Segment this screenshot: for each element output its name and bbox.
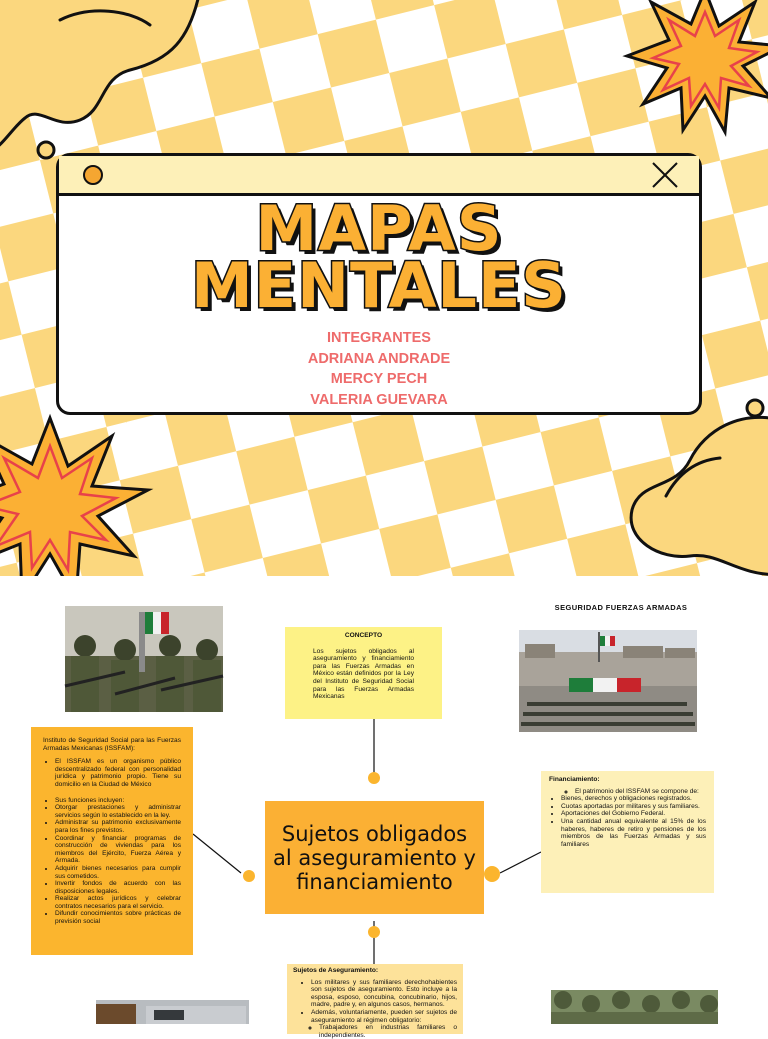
financiamiento-heading: Financiamiento: (549, 776, 600, 783)
page-title-line1: MAPAS (255, 192, 503, 265)
members-list (59, 328, 699, 410)
issfam-note (31, 727, 193, 955)
title-window-frame (56, 153, 702, 415)
section-title: SEGURIDAD FUERZAS ARMADAS (554, 603, 688, 612)
list-item: ◦ El patrimonio del ISSFAM se compone de: (575, 788, 706, 796)
list-item: • Realizar actos jurídicos y celebrar contratos necesarios para el servicio. (55, 895, 181, 910)
soldiers-photo (65, 606, 223, 712)
close-x-icon (651, 161, 679, 189)
list-item: • El ISSFAM es un organismo público descentralizado federal con personalidad jurídica y patrimonio propio. Tiene su domicilio en la Ciudad de México (55, 758, 181, 788)
troops-camouflage-photo (551, 990, 718, 1024)
sujetos-heading: Sujetos de Aseguramiento: (293, 967, 379, 974)
page-title-line2: MENTALES (191, 249, 567, 322)
list-item: • Administrar su patrimonio exclusivamente para los fines previstos. (55, 819, 181, 834)
list-item: • Los militares y sus familiares derechohabientes son sujetos de aseguramiento. Esto incluye a la esposa, esposo, concubina, concubinario, hijos, madre, padre y, en algunos casos, hermanos. (311, 979, 457, 1009)
zocalo-parade-photo (519, 630, 697, 732)
window-titlebar (59, 156, 699, 196)
list-item: • Bienes, derechos y obligaciones registrados. (561, 795, 706, 803)
circle-dot-icon (83, 165, 103, 185)
list-item: • Difundir conocimientos sobre prácticas de previsión social (55, 910, 181, 925)
financiamiento-note (541, 771, 714, 893)
concept-note (285, 627, 442, 719)
list-item: • Otorgar prestaciones y administrar servicios según lo establecido en la ley. (55, 804, 181, 819)
list-item: • Aportaciones del Gobierno Federal. (561, 810, 706, 818)
connector-dot-icon (368, 926, 380, 938)
list-item: ◦ Trabajadores en industrias familiares o independientes. (319, 1024, 457, 1039)
connector-dot-icon (368, 772, 380, 784)
vehicle-photo (96, 1000, 249, 1024)
members-heading: INTEGRANTES (327, 330, 431, 346)
list-item: • Coordinar y financiar programas de construcción de viviendas para los miembros del Ejército, Fuerza Aérea y Armada. (55, 835, 181, 865)
concept-text: Los sujetos obligados al aseguramiento y financiamiento para las Fuerzas Armadas en México están definidos por la Ley del Instituto de Seguridad Social para las Fuerzas Armadas Mexicanas (313, 647, 414, 701)
concept-heading: CONCEPTO (344, 632, 383, 639)
list-item: • Sus funciones incluyen: (55, 797, 181, 805)
list-item: • Invertir fondos de acuerdo con las disposiciones legales. (55, 880, 181, 895)
central-topic: Sujetos obligados al aseguramiento y financiamiento (265, 801, 484, 914)
mind-map-slide (0, 576, 768, 1039)
list-item: • Cuotas aportadas por militares y sus familiares. (561, 803, 706, 811)
member-name: MERCY PECH (330, 371, 428, 387)
list-item: • Una cantidad anual equivalente al 15% de los haberes, haberes de retiro y pensiones de los miembros de las Fuerzas Armadas y sus familiares (561, 818, 706, 848)
member-name: ADRIANA ANDRADE (307, 350, 451, 367)
connector-dot-icon (243, 870, 255, 882)
sujetos-note (287, 964, 463, 1039)
list-item: • Además, voluntariamente, pueden ser sujetos de aseguramiento al régimen obligatorio: (311, 1009, 457, 1024)
list-item: • Adquirir bienes necesarios para cumplir sus cometidos. (55, 865, 181, 880)
connector-dot-icon (484, 866, 500, 882)
issfam-intro: Instituto de Seguridad Social para las Fuerzas Armadas Mexicanas (ISSFAM): (43, 737, 181, 752)
member-name: VALERIA GUEVARA (310, 391, 448, 408)
